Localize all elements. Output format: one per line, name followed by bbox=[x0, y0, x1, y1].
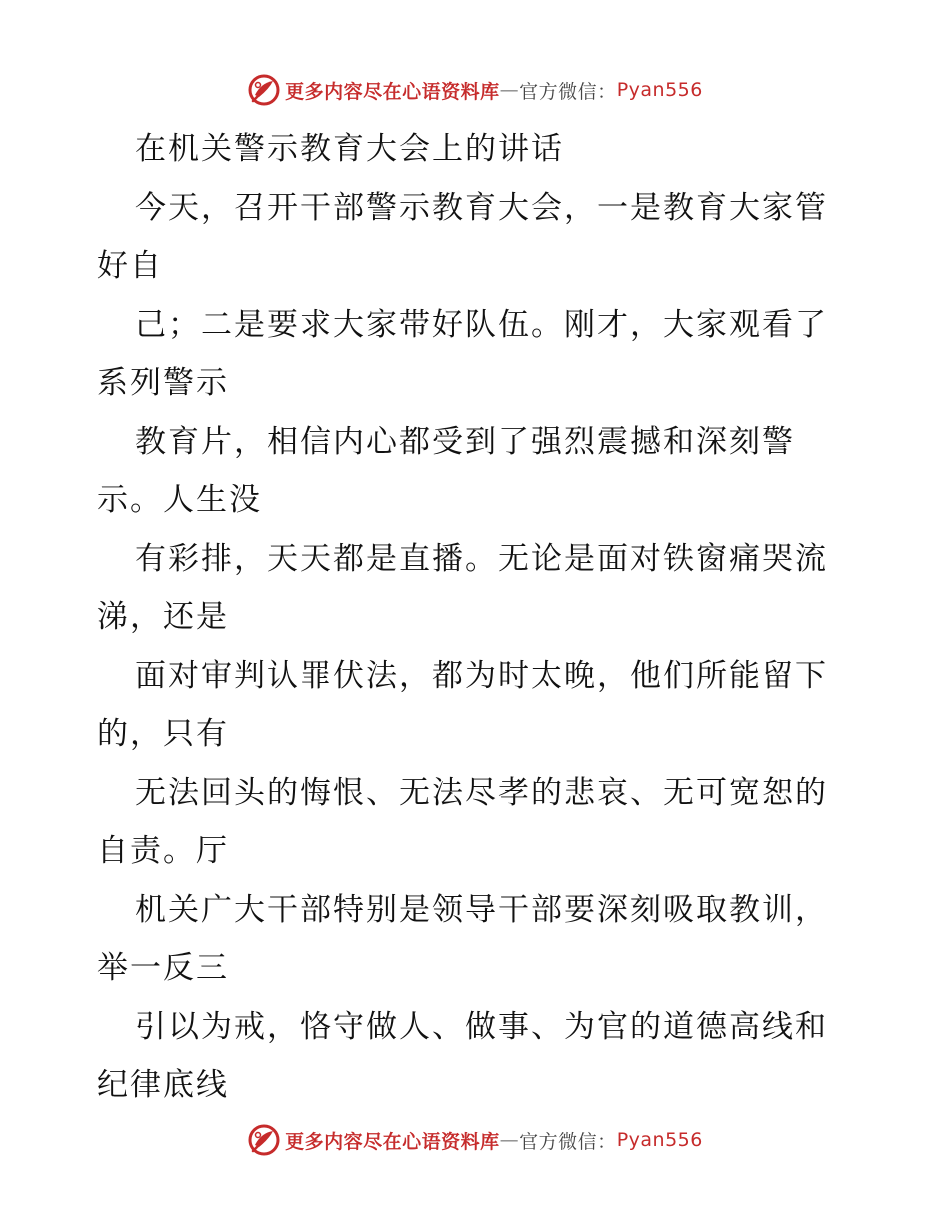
paragraph-line: 纪律底线 bbox=[97, 1067, 229, 1103]
header-banner bbox=[0, 70, 950, 110]
paragraph-line: 己；二是要求大家带好队伍。刚才，大家观看了 bbox=[135, 306, 828, 343]
paragraph-line: 无法回头的悔恨、无法尽孝的悲哀、无可宽恕的 bbox=[135, 774, 828, 811]
paragraph-line: 示。人生没 bbox=[97, 482, 262, 518]
document-title: 在机关警示教育大会上的讲话 bbox=[135, 131, 564, 167]
paragraph-line: 机关广大干部特别是领导干部要深刻吸取教训， bbox=[135, 891, 828, 928]
paragraph-line: 面对审判认罪伏法，都为时太晚，他们所能留下 bbox=[135, 657, 828, 694]
banner-dash: — bbox=[499, 1129, 520, 1151]
banner-wechat-id: Pyan556 bbox=[616, 79, 703, 101]
paragraph-line: 有彩排，天天都是直播。无论是面对铁窗痛哭流 bbox=[135, 540, 828, 577]
paragraph-line: 教育片，相信内心都受到了强烈震撼和深刻警 bbox=[135, 423, 795, 460]
banner-main-text: 更多内容尽在心语资料库 bbox=[285, 1130, 500, 1153]
paragraph-line: 的，只有 bbox=[97, 716, 229, 752]
pen-logo-icon bbox=[247, 1123, 281, 1157]
banner-sub-text: 官方微信： bbox=[519, 80, 617, 103]
paragraph-line: 今天，召开干部警示教育大会，一是教育大家管 bbox=[135, 189, 828, 226]
paragraph-line: 引以为戒，恪守做人、做事、为官的道德高线和 bbox=[135, 1008, 828, 1045]
paragraph-line: 涕，还是 bbox=[97, 599, 229, 635]
footer-banner bbox=[0, 1120, 950, 1160]
banner-main-text: 更多内容尽在心语资料库 bbox=[285, 80, 500, 103]
banner-dash: — bbox=[499, 79, 520, 101]
paragraph-line: 系列警示 bbox=[97, 365, 229, 401]
paragraph-line: 好自 bbox=[97, 248, 163, 284]
banner-wechat-id: Pyan556 bbox=[616, 1129, 703, 1151]
banner-sub-text: 官方微信： bbox=[519, 1130, 617, 1153]
document-body bbox=[97, 120, 857, 1115]
paragraph-line: 举一反三 bbox=[97, 950, 229, 986]
paragraph-line: 自责。厅 bbox=[97, 833, 229, 869]
pen-logo-icon bbox=[247, 73, 281, 107]
